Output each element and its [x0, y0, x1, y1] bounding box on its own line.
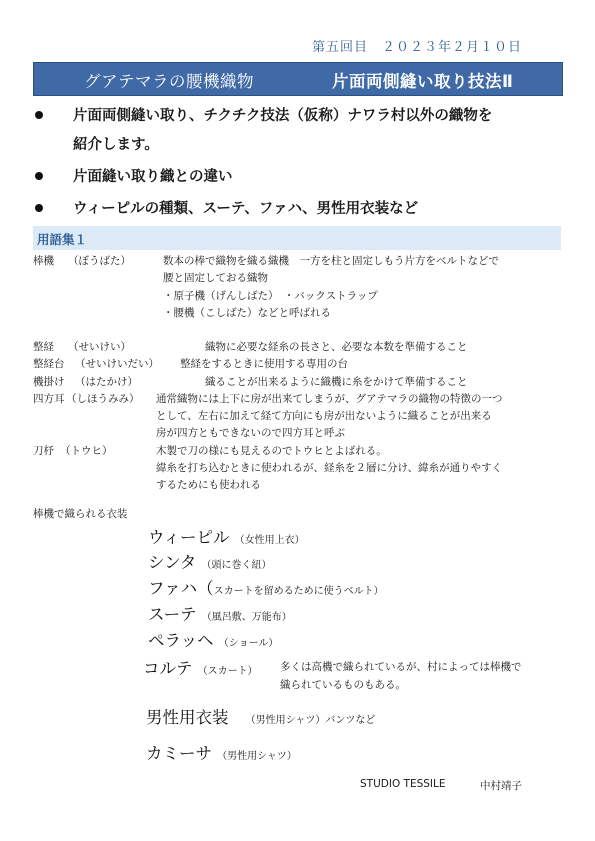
glossary-definition: ・原子機（げんしばた） ・バックストラップ — [163, 290, 378, 302]
garment-item — [148, 575, 384, 599]
banner-subtitle: 片面両側縫い取り技法Ⅱ — [332, 72, 514, 91]
glossary-definition: 緯糸を打ち込むときに使われるが、経糸を２層に分け、緯糸が通りやすく — [156, 462, 503, 474]
garment-note: （男性用シャツ）バンツなど — [245, 715, 376, 726]
glossary-definition: 木製で刀の様にも見えるのでトウヒとよばれる。 — [156, 445, 387, 457]
glossary-term: 四方耳 — [33, 393, 65, 405]
garment-item — [148, 549, 272, 573]
glossary-term: 整経 — [33, 341, 54, 353]
garment-item — [148, 524, 305, 548]
garment-note: （ショール） — [218, 638, 279, 649]
garment-name: カミーサ — [146, 744, 212, 763]
glossary-reading: （トウヒ） — [60, 445, 113, 457]
garment-name: ペラッヘ — [148, 631, 214, 650]
glossary-reading: （せいけいだい） — [75, 358, 159, 370]
garment-note: （頭に巻く紐） — [201, 560, 272, 571]
glossary-definition: するためにも使われる — [156, 479, 261, 491]
glossary-term: 機掛け — [33, 376, 65, 388]
banner-title: グアテマラの腰機織物 — [84, 72, 254, 91]
glossary-definition: ・腰機（こしばた）などと呼ばれる — [163, 307, 331, 319]
glossary-definition: 織ることが出来るように織機に糸をかけて準備すること — [205, 376, 468, 388]
bullet-dot-icon — [35, 172, 43, 180]
glossary-reading: （せいけい） — [68, 341, 131, 353]
glossary-reading: （しほうみみ） — [66, 393, 140, 405]
glossary-definition: 房が四方ともできないので四方耳と呼ぶ — [156, 427, 345, 439]
glossary-definition: として、左右に加えて経て方向にも房が出ないように織ることが出来る — [156, 410, 492, 422]
bullet-text: ウィーピルの種類、スーテ、ファハ、男性用衣装など — [73, 201, 419, 217]
garment-note: （風呂敷、万能布） — [201, 612, 292, 623]
glossary-definition: 腰と固定しておる織物 — [163, 272, 268, 284]
garment-extra-note: 織られているものもある。 — [280, 679, 406, 691]
garment-note: スカートを留めるために使うベルト） — [213, 586, 384, 597]
bullet-text: 片面両側縫い取り、チクチク技法（仮称）ナワラ村以外の織物を — [73, 108, 493, 124]
glossary-reading: （はたかけ） — [75, 376, 138, 388]
glossary-term: 整経台 — [33, 358, 65, 370]
garment-name: ウィーピル — [148, 528, 230, 547]
glossary-definition: 数本の棒で織物を織る織機 一方を柱と固定しもう片方をベルトなどで — [163, 255, 499, 267]
garment-note: （スカート） — [197, 666, 258, 677]
glossary-header — [33, 226, 561, 250]
garment-item — [148, 627, 278, 651]
garment-item — [146, 740, 297, 764]
studio-name: STUDIO TESSILE — [360, 778, 446, 790]
garment-name: 男性用衣装 — [146, 708, 229, 727]
garments-heading: 棒機で織られる衣装 — [33, 508, 128, 520]
glossary-title: 用語集１ — [37, 232, 88, 247]
glossary-definition: 整経をするときに使用する専用の台 — [180, 358, 348, 370]
glossary-reading: （ぼうばた） — [68, 255, 131, 267]
bullet-text: 片面縫い取り織との違い — [73, 169, 233, 185]
glossary-term: 棒機 — [33, 255, 54, 267]
glossary-definition: 通常織物には上下に房が出来てしまうが、グアテマラの織物の特徴の一つ — [156, 393, 503, 405]
garment-note: （女性用上衣） — [234, 535, 305, 546]
garment-name: ファハ（ — [148, 579, 214, 598]
garment-name: スーテ — [148, 605, 197, 624]
glossary-definition: 織物に必要な経糸の長さと、必要な本数を準備すること — [205, 341, 468, 353]
author-name: 中村靖子 — [480, 780, 522, 792]
garment-name: シンタ — [148, 553, 197, 572]
garment-item — [146, 704, 375, 728]
session-date: 第五回目 ２０２３年２月１０日 — [312, 40, 523, 55]
garment-extra-note: 多くは高機で織られているが、村によっては棒機で — [280, 661, 522, 673]
title-banner — [33, 62, 563, 96]
glossary-term: 刀杼 — [33, 445, 54, 457]
garment-item — [143, 655, 258, 679]
bullet-dot-icon — [35, 111, 43, 119]
bullet-text: 紹介します。 — [73, 137, 159, 153]
garment-item — [148, 601, 292, 625]
garment-name: コルテ — [143, 659, 193, 678]
garment-note: （男性用シャツ） — [217, 751, 297, 762]
bullet-dot-icon — [35, 204, 43, 212]
